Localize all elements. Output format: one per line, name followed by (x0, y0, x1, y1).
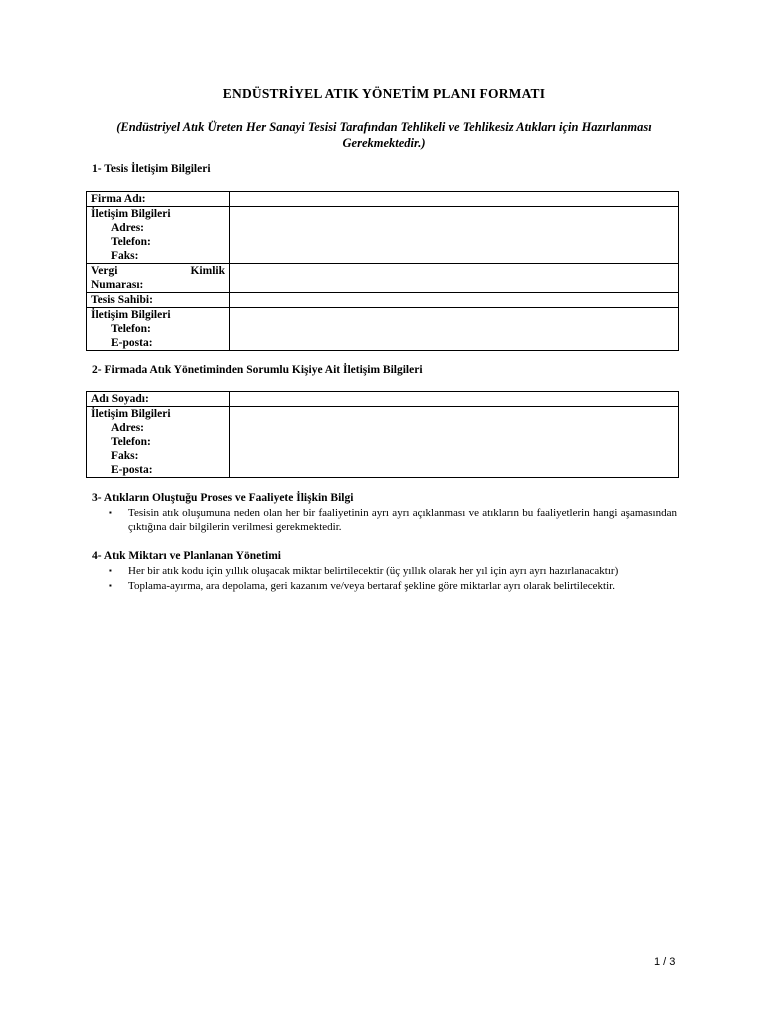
iletisim-bilgileri-label: İletişim Bilgileri (91, 309, 171, 321)
facility-contact-table (86, 191, 679, 351)
section-3-heading: 3- Atıkların Oluştuğu Proses ve Faaliyete İlişkin Bilgi (92, 492, 354, 504)
firma-adi-field[interactable] (230, 192, 679, 207)
adres-label: Adres: (111, 422, 145, 434)
table-row (87, 293, 679, 308)
contact-info-label (87, 207, 230, 264)
table-row (87, 407, 679, 478)
table-row (87, 264, 679, 293)
bullet-icon: ▪ (109, 581, 112, 590)
adi-soyadi-label: Adı Soyadı: (87, 392, 230, 407)
vergi-word: Vergi (91, 265, 118, 277)
document-title: ENDÜSTRİYEL ATIK YÖNETİM PLANI FORMATI (222, 86, 546, 101)
faks-label: Faks: (111, 250, 139, 262)
table-row (87, 392, 679, 407)
firma-adi-label: Firma Adı: (87, 192, 230, 207)
list-item: ▪ Toplama-ayırma, ara depolama, geri kazanım ve/veya bertaraf şekline göre miktarlar ayrı olarak belirtilecektir. (109, 580, 615, 592)
responsible-person-table (86, 391, 679, 478)
adi-soyadi-field[interactable] (230, 392, 679, 407)
section-3-bullets (109, 506, 677, 535)
telefon-label: Telefon: (111, 236, 151, 248)
owner-contact-label (87, 308, 230, 351)
table-row (87, 207, 679, 264)
faks-label: Faks: (111, 450, 139, 462)
list-item: ▪ Her bir atık kodu için yıllık oluşacak miktar belirtilecektir (üç yıllık olarak her yıl için ayrı ayrı hazırlanacaktır) (109, 565, 619, 577)
bullet-icon: ▪ (109, 508, 112, 517)
telefon-label: Telefon: (111, 436, 151, 448)
contact-info-field[interactable] (230, 207, 679, 264)
vergi-kimlik-field[interactable] (230, 264, 679, 293)
adres-label: Adres: (111, 222, 145, 234)
section-4-bullets (109, 564, 677, 594)
iletisim-bilgileri-label: İletişim Bilgileri (91, 208, 171, 220)
eposta-label: E-posta: (111, 464, 153, 476)
section-4-heading: 4- Atık Miktarı ve Planlanan Yönetimi (92, 550, 282, 562)
telefon-label: Telefon: (111, 323, 151, 335)
section-2-heading: 2- Firmada Atık Yönetiminden Sorumlu Kişiye Ait İletişim Bilgileri (92, 364, 423, 376)
tesis-sahibi-label: Tesis Sahibi: (87, 293, 230, 308)
page-number: 1 / 3 (654, 956, 676, 968)
iletisim-bilgileri-label: İletişim Bilgileri (91, 408, 171, 420)
tesis-sahibi-field[interactable] (230, 293, 679, 308)
section-1-heading: 1- Tesis İletişim Bilgileri (92, 163, 211, 175)
eposta-label: E-posta: (111, 337, 153, 349)
bullet-icon: ▪ (109, 566, 112, 575)
kimlik-word: Kimlik (190, 265, 225, 277)
table-row (87, 308, 679, 351)
numarasi-word: Numarası: (91, 279, 144, 291)
owner-contact-field[interactable] (230, 308, 679, 351)
responsible-contact-label (87, 407, 230, 478)
table-row (87, 192, 679, 207)
vergi-kimlik-label (87, 264, 230, 293)
responsible-contact-field[interactable] (230, 407, 679, 478)
list-item: ▪ Tesisin atık oluşumuna neden olan her bir faaliyetinin ayrı ayrı açıklanması ve atıkların bu faaliyetlerin hangi aşamasından çıktığına dair bilgilerin verilmesi gerekmektedir. (109, 507, 677, 533)
document-subtitle: (Endüstriyel Atık Üreten Her Sanayi Tesisi Tarafından Tehlikeli ve Tehlikesiz Atıkları için Hazırlanması Gerekmektedir.) (116, 120, 652, 150)
